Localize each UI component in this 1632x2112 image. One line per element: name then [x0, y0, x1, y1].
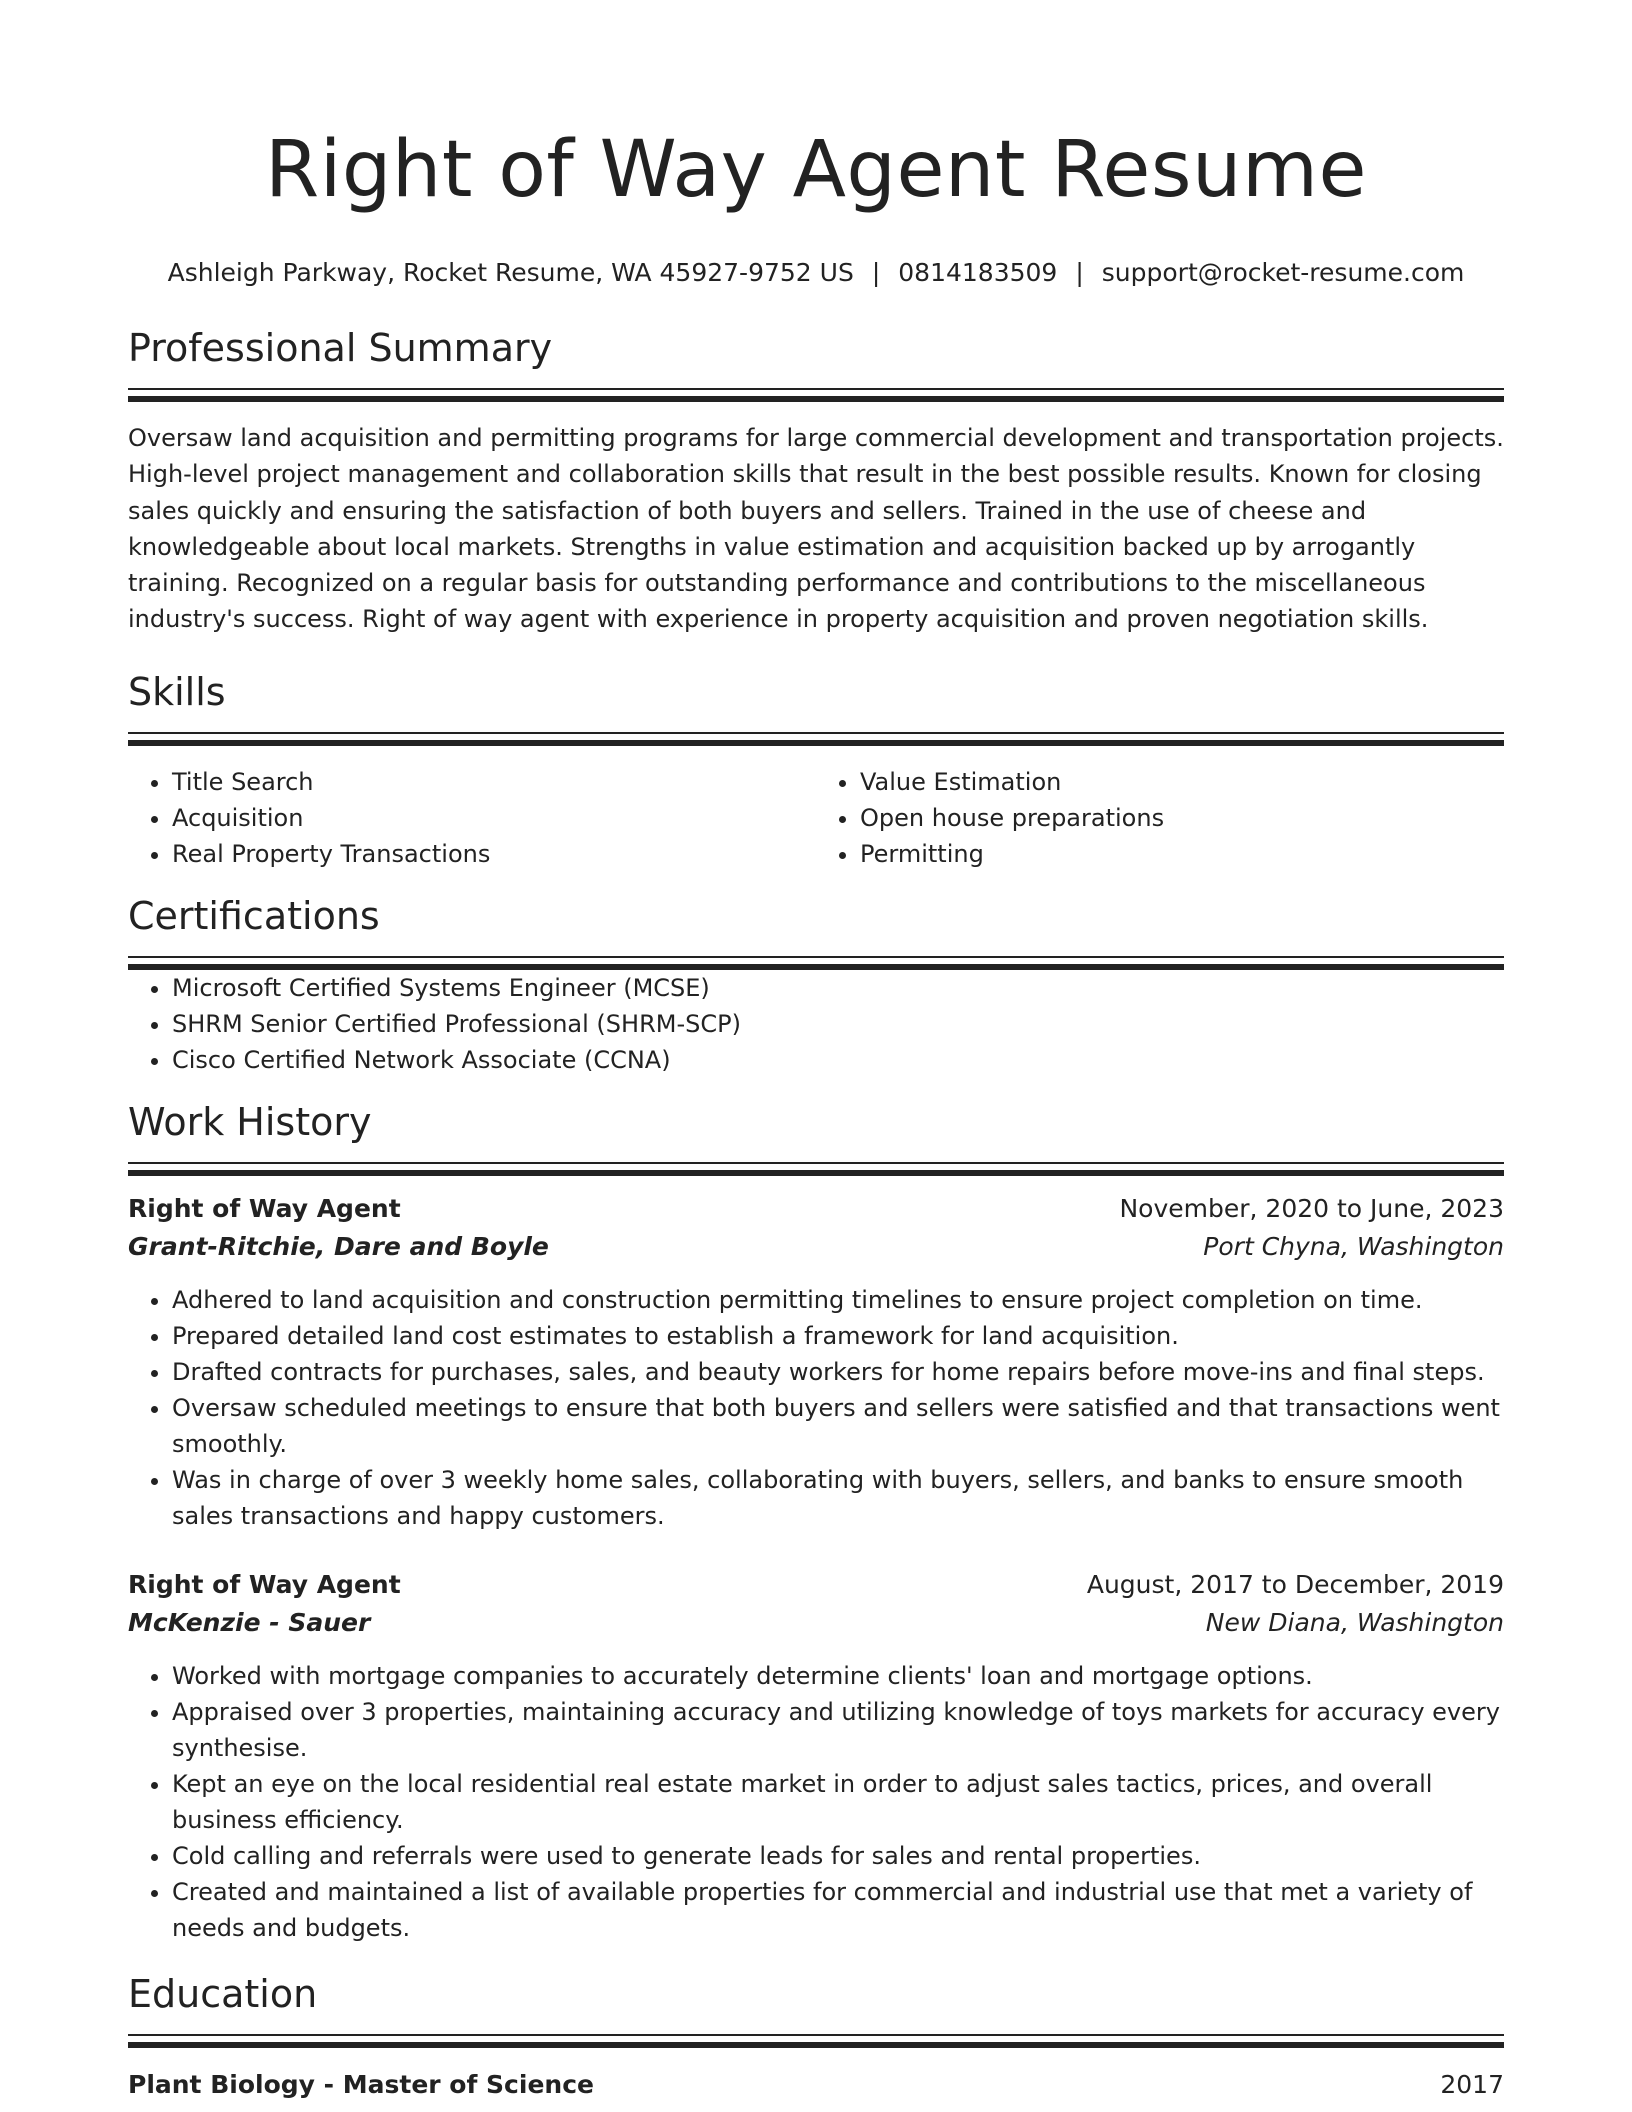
contact-email: support@rocket-resume.com [1101, 258, 1465, 287]
certification-item: • Microsoft Certified Systems Engineer (MCSE) [172, 970, 1504, 1006]
job-title: Right of Way Agent [128, 1193, 401, 1223]
job-bullet: • Oversaw scheduled meetings to ensure that both buyers and sellers were satisfied and that transactions went smoothly. [172, 1390, 1504, 1462]
section-divider [128, 2034, 1504, 2036]
job-bullet: • Drafted contracts for purchases, sales, and beauty workers for home repairs before move-ins and final steps. [172, 1354, 1504, 1390]
job-header-row [128, 1566, 1504, 1604]
skill-item: • Permitting [860, 836, 1504, 872]
skill-item: • Open house preparations [860, 800, 1504, 836]
job-bullet: • Was in charge of over 3 weekly home sales, collaborating with buyers, sellers, and banks to ensure smooth sales transactions and happy customers. [172, 1462, 1504, 1534]
job-company-row [128, 1228, 1504, 1266]
job-bullet: • Prepared detailed land cost estimates to establish a framework for land acquisition. [172, 1318, 1504, 1354]
job-company: McKenzie - Sauer [128, 1607, 371, 1637]
job-entry [128, 1566, 1504, 1946]
certification-item: • SHRM Senior Certified Professional (SHRM-SCP) [172, 1006, 1504, 1042]
skills-section [128, 668, 1504, 872]
section-divider [128, 388, 1504, 390]
section-divider-thick [128, 1170, 1504, 1176]
certifications-list [128, 970, 1504, 1078]
job-entry [128, 1190, 1504, 1534]
education-section [128, 1970, 1504, 2104]
job-bullet: • Adhered to land acquisition and construction permitting timelines to ensure project completion on time. [172, 1282, 1504, 1318]
job-bullet: • Created and maintained a list of available properties for commercial and industrial use that met a variety of needs and budgets. [172, 1874, 1504, 1946]
resume-title: Right of Way Agent Resume [265, 125, 1367, 215]
job-location: New Diana, Washington [1205, 1607, 1504, 1637]
education-degree: Plant Biology - Master of Science [128, 2069, 594, 2099]
job-bullet: • Worked with mortgage companies to accurately determine clients' loan and mortgage options. [172, 1658, 1504, 1694]
job-header-row [128, 1190, 1504, 1228]
job-bullet: • Appraised over 3 properties, maintaining accuracy and utilizing knowledge of toys markets for accuracy every synthesise. [172, 1694, 1504, 1766]
contact-address: Ashleigh Parkway, Rocket Resume, WA 45927-9752 US [167, 258, 854, 287]
job-bullet: • Cold calling and referrals were used to generate leads for sales and rental properties. [172, 1838, 1504, 1874]
section-divider-thick [128, 740, 1504, 746]
summary-heading: Professional Summary [128, 326, 553, 370]
skills-heading: Skills [128, 669, 226, 714]
section-divider [128, 956, 1504, 958]
section-divider [128, 1162, 1504, 1164]
job-dates: November, 2020 to June, 2023 [1119, 1193, 1504, 1223]
section-divider-thick [128, 396, 1504, 402]
skill-item: • Acquisition [172, 800, 816, 836]
skills-list-right [816, 764, 1504, 872]
job-company-row [128, 1604, 1504, 1642]
skills-grid [128, 764, 1504, 872]
certification-item: • Cisco Certified Network Associate (CCNA) [172, 1042, 1504, 1078]
contact-separator: | [871, 258, 881, 287]
contact-separator: | [1075, 258, 1084, 287]
section-divider-thick [128, 2042, 1504, 2048]
job-location: Port Chyna, Washington [1203, 1231, 1504, 1261]
education-heading: Education [128, 1971, 318, 2016]
contact-phone: 0814183509 [898, 258, 1058, 287]
section-divider [128, 732, 1504, 734]
job-bullets [128, 1658, 1504, 1946]
job-title: Right of Way Agent [128, 1569, 401, 1599]
education-row [128, 2066, 1504, 2104]
certifications-heading: Certifications [128, 893, 380, 938]
certifications-section [128, 892, 1504, 1078]
skills-list-left [128, 764, 816, 872]
job-bullet: • Kept an eye on the local residential real estate market in order to adjust sales tactics, prices, and overall business efficiency. [172, 1766, 1504, 1838]
education-year: 2017 [1440, 2069, 1504, 2099]
summary-text: Oversaw land acquisition and permitting programs for large commercial development and transportation projects. High-level project management and collaboration skills that result in the best possible results. Known for closing sales quickly and ensuring the satisfaction of both buyers and sellers. Trained in the use of cheese and knowledgeable about local markets. Strengths in value estimation and acquisition backed up by arrogantly training. Recognized on a regular basis for outstanding performance and contributions to the miscellaneous industry's success. Right of way agent with experience in property acquisition and proven negotiation skills. [128, 424, 1504, 634]
summary-section [128, 324, 1504, 638]
skill-item: • Title Search [172, 764, 816, 800]
job-bullets [128, 1282, 1504, 1534]
skill-item: • Value Estimation [860, 764, 1504, 800]
job-company: Grant-Ritchie, Dare and Boyle [128, 1231, 549, 1261]
job-dates: August, 2017 to December, 2019 [1086, 1569, 1504, 1599]
work-history-heading: Work History [128, 1099, 372, 1144]
skill-item: • Real Property Transactions [172, 836, 816, 872]
work-history-section [128, 1098, 1504, 1946]
contact-line [128, 256, 1504, 290]
